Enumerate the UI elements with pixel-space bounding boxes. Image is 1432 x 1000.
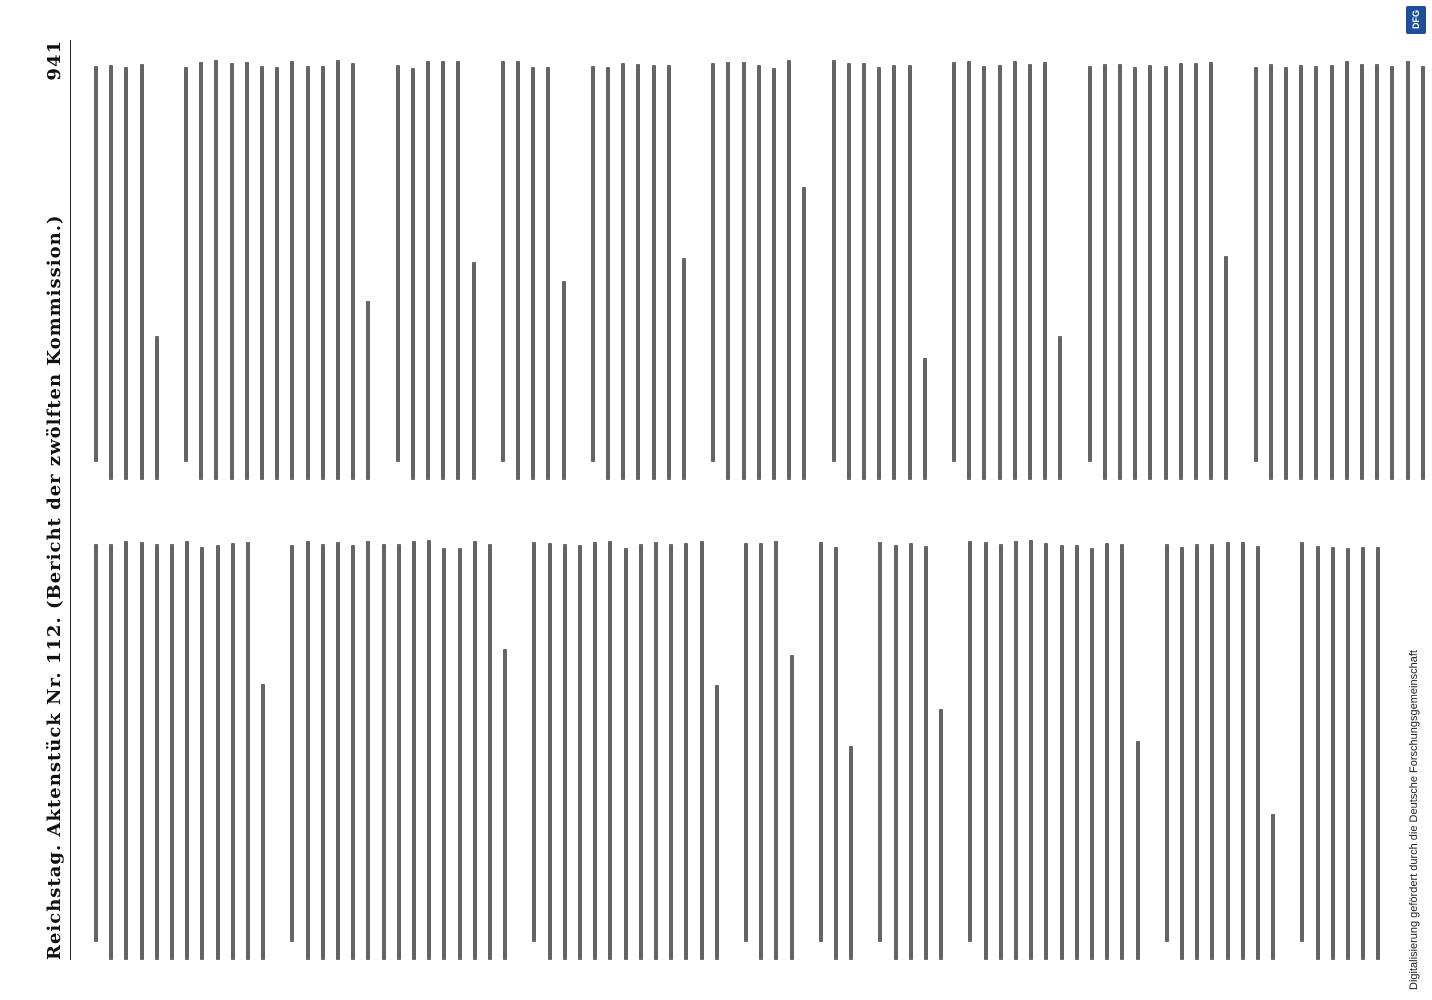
text-line bbox=[726, 62, 730, 480]
text-line bbox=[306, 541, 310, 960]
text-line bbox=[682, 258, 686, 480]
text-line bbox=[563, 544, 567, 960]
text-line bbox=[336, 542, 340, 960]
text-line bbox=[1300, 542, 1304, 942]
text-line bbox=[94, 66, 98, 462]
text-line bbox=[94, 544, 98, 942]
text-line bbox=[952, 62, 956, 462]
text-line bbox=[442, 548, 446, 960]
text-line bbox=[155, 336, 159, 480]
text-line bbox=[892, 65, 896, 480]
text-line bbox=[200, 547, 204, 960]
text-line bbox=[578, 545, 582, 960]
text-line bbox=[1330, 65, 1334, 480]
text-line bbox=[998, 65, 1002, 480]
text-line bbox=[336, 61, 340, 481]
text-line bbox=[968, 541, 972, 942]
text-line bbox=[1058, 336, 1062, 480]
text-line bbox=[790, 655, 794, 960]
text-line bbox=[1269, 64, 1273, 480]
text-line bbox=[624, 548, 628, 960]
text-line bbox=[939, 709, 943, 960]
text-line bbox=[802, 187, 806, 480]
text-line bbox=[245, 62, 249, 480]
running-head-title: Reichstag. Aktenstück Nr. 112. (Bericht der zwölften Kommission.) bbox=[44, 214, 65, 960]
page-number: 941 bbox=[44, 40, 65, 81]
text-line bbox=[1164, 66, 1168, 480]
text-line bbox=[351, 545, 355, 960]
text-line bbox=[456, 61, 460, 480]
text-line bbox=[140, 542, 144, 960]
text-line bbox=[516, 61, 520, 480]
text-line bbox=[639, 544, 643, 960]
text-line bbox=[908, 65, 912, 480]
text-line bbox=[396, 65, 400, 462]
text-line bbox=[774, 541, 778, 960]
text-line bbox=[532, 542, 536, 942]
text-line bbox=[366, 541, 370, 960]
digitization-credit: Digitalisierung gefördert durch die Deutsche Forschungsgemeinschaft bbox=[1408, 650, 1420, 990]
text-line bbox=[199, 62, 203, 480]
text-line bbox=[503, 649, 507, 960]
text-line bbox=[261, 684, 265, 960]
text-line bbox=[501, 61, 505, 462]
text-line bbox=[1226, 542, 1230, 960]
text-line bbox=[591, 66, 595, 462]
text-line bbox=[185, 541, 189, 960]
text-line bbox=[1390, 66, 1394, 480]
text-line bbox=[351, 63, 355, 480]
text-line bbox=[1014, 541, 1018, 960]
text-line bbox=[426, 61, 430, 480]
text-line bbox=[531, 67, 535, 480]
text-line bbox=[458, 548, 462, 960]
text-line bbox=[1284, 67, 1288, 480]
text-line bbox=[819, 542, 823, 942]
text-line bbox=[214, 60, 218, 480]
text-line bbox=[787, 60, 791, 480]
text-line bbox=[1013, 61, 1017, 480]
text-line bbox=[924, 546, 928, 960]
text-line bbox=[1105, 543, 1109, 960]
text-line bbox=[488, 544, 492, 960]
text-line bbox=[412, 541, 416, 960]
text-line bbox=[109, 65, 113, 480]
text-line bbox=[652, 65, 656, 480]
text-line bbox=[427, 540, 431, 960]
text-line bbox=[473, 541, 477, 960]
text-line bbox=[1118, 64, 1122, 480]
text-line bbox=[654, 542, 658, 960]
text-line bbox=[306, 66, 310, 480]
text-line bbox=[621, 63, 625, 480]
text-line bbox=[366, 301, 370, 480]
text-line bbox=[1209, 62, 1213, 480]
text-line bbox=[742, 62, 746, 480]
text-line bbox=[216, 545, 220, 960]
text-column-right bbox=[80, 40, 1340, 480]
text-line bbox=[744, 543, 748, 942]
text-line bbox=[246, 542, 250, 960]
text-line bbox=[1195, 544, 1199, 960]
text-line bbox=[441, 61, 445, 480]
text-line bbox=[1075, 545, 1079, 960]
text-line bbox=[1136, 741, 1140, 960]
text-line bbox=[109, 545, 113, 961]
text-line bbox=[1241, 542, 1245, 960]
text-line bbox=[715, 685, 719, 960]
text-line bbox=[847, 63, 851, 480]
text-line bbox=[231, 543, 235, 960]
text-line bbox=[877, 67, 881, 480]
text-line bbox=[667, 65, 671, 480]
text-line bbox=[1314, 66, 1318, 480]
text-line bbox=[1103, 64, 1107, 480]
text-line bbox=[834, 547, 838, 960]
text-line bbox=[894, 545, 898, 960]
text-line bbox=[1331, 547, 1335, 960]
text-line bbox=[184, 67, 188, 462]
text-line bbox=[290, 61, 294, 480]
text-line bbox=[711, 63, 715, 462]
text-line bbox=[1360, 64, 1364, 480]
text-line bbox=[124, 541, 128, 960]
text-line bbox=[382, 544, 386, 960]
text-line bbox=[700, 541, 704, 960]
text-line bbox=[593, 542, 597, 960]
text-line bbox=[230, 63, 234, 480]
text-line bbox=[606, 67, 610, 480]
text-line bbox=[548, 543, 552, 960]
text-line bbox=[1254, 67, 1258, 462]
text-line bbox=[967, 61, 971, 480]
text-line bbox=[1316, 546, 1320, 960]
text-line bbox=[923, 358, 927, 480]
dfg-logo: DFG bbox=[1406, 6, 1426, 34]
text-line bbox=[1060, 545, 1064, 960]
text-line bbox=[999, 544, 1003, 960]
text-line bbox=[1194, 63, 1198, 480]
text-line bbox=[832, 60, 836, 462]
text-line bbox=[1029, 540, 1033, 960]
text-column-left bbox=[80, 520, 1340, 960]
text-line bbox=[1299, 66, 1303, 481]
text-line bbox=[862, 63, 866, 480]
text-line bbox=[909, 543, 913, 960]
text-line bbox=[1043, 62, 1047, 480]
text-line bbox=[397, 544, 401, 960]
text-line bbox=[546, 67, 550, 480]
text-line bbox=[1376, 547, 1380, 960]
text-line bbox=[608, 541, 612, 960]
text-line bbox=[636, 64, 640, 480]
text-line bbox=[140, 64, 144, 480]
text-line bbox=[1148, 65, 1152, 480]
text-line bbox=[1361, 547, 1365, 960]
text-line bbox=[1088, 66, 1092, 462]
text-line bbox=[1028, 64, 1032, 480]
text-line bbox=[1044, 543, 1048, 960]
text-line bbox=[562, 281, 566, 480]
text-line bbox=[170, 544, 174, 960]
text-line bbox=[1346, 548, 1350, 960]
digitization-strip bbox=[1400, 0, 1432, 1000]
text-line bbox=[472, 262, 476, 480]
text-line bbox=[290, 545, 294, 942]
text-line bbox=[321, 544, 325, 960]
text-line bbox=[849, 746, 853, 960]
text-line bbox=[772, 68, 776, 480]
text-line bbox=[275, 67, 279, 480]
text-line bbox=[124, 67, 128, 480]
text-line bbox=[757, 65, 761, 480]
text-line bbox=[1271, 814, 1275, 960]
text-line bbox=[1090, 548, 1094, 960]
text-line bbox=[1210, 544, 1214, 960]
text-line bbox=[1180, 547, 1184, 960]
text-line bbox=[155, 544, 159, 960]
text-line bbox=[411, 68, 415, 480]
text-line bbox=[669, 544, 673, 960]
text-line bbox=[1179, 63, 1183, 480]
text-line bbox=[1120, 544, 1124, 960]
text-line bbox=[1345, 62, 1349, 481]
text-line bbox=[759, 543, 763, 960]
text-line bbox=[684, 543, 688, 960]
text-line bbox=[1133, 67, 1137, 480]
text-line bbox=[1165, 544, 1169, 942]
text-line bbox=[878, 542, 882, 942]
text-line bbox=[321, 66, 325, 480]
text-line bbox=[1224, 256, 1228, 480]
text-line bbox=[982, 66, 986, 480]
text-line bbox=[260, 66, 264, 480]
text-line bbox=[984, 542, 988, 960]
running-header bbox=[40, 40, 71, 960]
text-line bbox=[1375, 64, 1379, 480]
text-line bbox=[1256, 546, 1260, 960]
